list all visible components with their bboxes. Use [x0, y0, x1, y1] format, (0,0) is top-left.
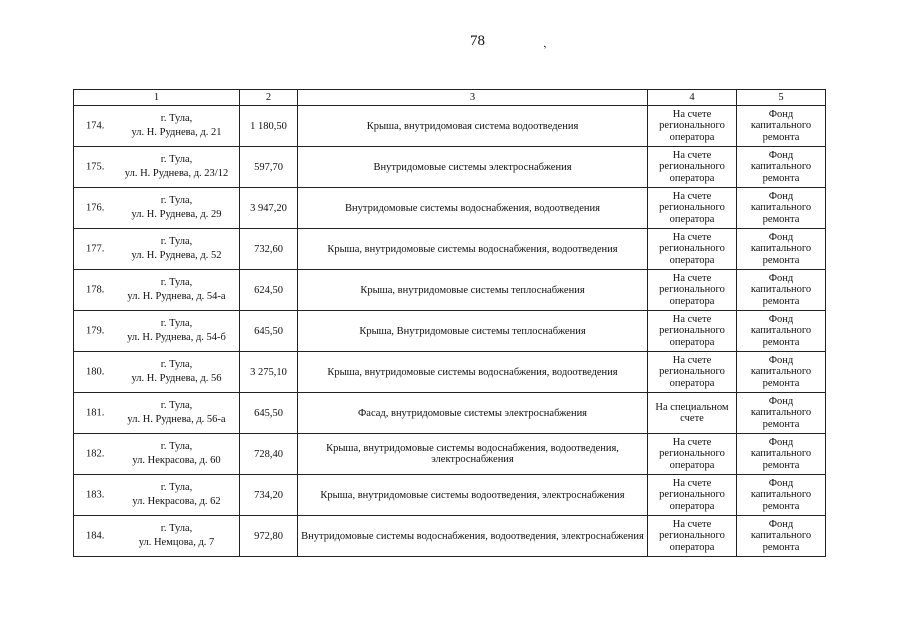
- work-type-cell: Крыша, внутридомовые системы водоснабжения, водоотведения: [298, 229, 648, 270]
- fund-cell: Фонд капитального ремонта: [737, 188, 826, 229]
- address-cell: [74, 516, 240, 557]
- amount-cell: 3 275,10: [240, 352, 298, 393]
- address-city: г. Тула,: [160, 359, 193, 370]
- address-city: г. Тула,: [160, 277, 193, 288]
- address-street: ул. Н. Руднева, д. 54-б: [127, 332, 226, 343]
- address-street: ул. Некрасова, д. 62: [132, 496, 221, 507]
- address-street: ул. Н. Руднева, д. 56-а: [127, 414, 226, 425]
- table-row: [74, 352, 826, 393]
- table-row: [74, 311, 826, 352]
- fund-cell: Фонд капитального ремонта: [737, 393, 826, 434]
- amount-cell: 645,50: [240, 393, 298, 434]
- address-city: г. Тула,: [160, 441, 193, 452]
- row-number: 184.: [86, 530, 105, 542]
- account-cell: На счете регионального оператора: [648, 352, 737, 393]
- work-type-cell: Внутридомовые системы электроснабжения: [298, 147, 648, 188]
- work-type-cell: Внутридомовые системы водоснабжения, водоотведения, электроснабжения: [298, 516, 648, 557]
- address-cell: [74, 229, 240, 270]
- address-cell: [74, 106, 240, 147]
- address-street: ул. Н. Руднева, д. 23/12: [124, 168, 229, 179]
- account-cell: На счете регионального оператора: [648, 311, 737, 352]
- fund-cell: Фонд капитального ремонта: [737, 311, 826, 352]
- row-number: 175.: [86, 161, 105, 173]
- address-street: ул. Немцова, д. 7: [138, 537, 215, 548]
- address-cell: [74, 434, 240, 475]
- header-col-5: 5: [737, 90, 826, 106]
- table-row: [74, 106, 826, 147]
- address-city: г. Тула,: [160, 523, 193, 534]
- address-city: г. Тула,: [160, 482, 193, 493]
- row-number: 180.: [86, 366, 105, 378]
- row-number: 177.: [86, 243, 105, 255]
- header-col-1: 1: [74, 90, 240, 106]
- address-street: ул. Н. Руднева, д. 21: [131, 127, 222, 138]
- fund-cell: Фонд капитального ремонта: [737, 106, 826, 147]
- amount-cell: 728,40: [240, 434, 298, 475]
- address-street: ул. Н. Руднева, д. 54-а: [127, 291, 226, 302]
- page-number: 78: [470, 33, 485, 49]
- work-type-cell: Фасад, внутридомовые системы электроснабжения: [298, 393, 648, 434]
- table-row: [74, 434, 826, 475]
- address-city: г. Тула,: [160, 318, 193, 329]
- row-number: 179.: [86, 325, 105, 337]
- address-city: г. Тула,: [160, 236, 193, 247]
- corner-mark: ‚: [540, 37, 548, 51]
- amount-cell: 597,70: [240, 147, 298, 188]
- fund-cell: Фонд капитального ремонта: [737, 270, 826, 311]
- address-city: г. Тула,: [160, 195, 193, 206]
- address-cell: [74, 147, 240, 188]
- account-cell: На счете регионального оператора: [648, 188, 737, 229]
- address-city: г. Тула,: [160, 113, 193, 124]
- address-city: г. Тула,: [160, 400, 193, 411]
- amount-cell: 1 180,50: [240, 106, 298, 147]
- table-row: [74, 147, 826, 188]
- table-row: [74, 270, 826, 311]
- amount-cell: 645,50: [240, 311, 298, 352]
- address-cell: [74, 270, 240, 311]
- account-cell: На счете регионального оператора: [648, 270, 737, 311]
- address-city: г. Тула,: [160, 154, 193, 165]
- amount-cell: 972,80: [240, 516, 298, 557]
- account-cell: На счете регионального оператора: [648, 147, 737, 188]
- work-type-cell: Крыша, внутридомовые системы теплоснабжения: [298, 270, 648, 311]
- address-cell: [74, 352, 240, 393]
- table-row: [74, 393, 826, 434]
- address-cell: [74, 311, 240, 352]
- table-row: [74, 516, 826, 557]
- address-street: ул. Н. Руднева, д. 52: [131, 250, 222, 261]
- header-row: [74, 90, 826, 106]
- fund-cell: Фонд капитального ремонта: [737, 434, 826, 475]
- header-col-2: 2: [240, 90, 298, 106]
- header-col-4: 4: [648, 90, 737, 106]
- address-cell: [74, 188, 240, 229]
- fund-cell: Фонд капитального ремонта: [737, 229, 826, 270]
- amount-cell: 624,50: [240, 270, 298, 311]
- address-cell: [74, 475, 240, 516]
- work-type-cell: Крыша, Внутридомовые системы теплоснабжения: [298, 311, 648, 352]
- row-number: 183.: [86, 489, 105, 501]
- row-number: 178.: [86, 284, 105, 296]
- account-cell: На счете регионального оператора: [648, 106, 737, 147]
- fund-cell: Фонд капитального ремонта: [737, 475, 826, 516]
- work-type-cell: Крыша, внутридомовые системы водоотведения, электроснабжения: [298, 475, 648, 516]
- address-street: ул. Некрасова, д. 60: [132, 455, 221, 466]
- amount-cell: 734,20: [240, 475, 298, 516]
- account-cell: На счете регионального оператора: [648, 229, 737, 270]
- work-type-cell: Крыша, внутридомовые системы водоснабжения, водоотведения, электроснабжения: [298, 434, 648, 475]
- address-street: ул. Н. Руднева, д. 29: [131, 209, 222, 220]
- fund-cell: Фонд капитального ремонта: [737, 352, 826, 393]
- address-street: ул. Н. Руднева, д. 56: [131, 373, 222, 384]
- work-type-cell: Внутридомовые системы водоснабжения, водоотведения: [298, 188, 648, 229]
- account-cell: На специальном счете: [648, 393, 737, 434]
- amount-cell: 3 947,20: [240, 188, 298, 229]
- fund-cell: Фонд капитального ремонта: [737, 147, 826, 188]
- account-cell: На счете регионального оператора: [648, 434, 737, 475]
- table-row: [74, 475, 826, 516]
- header-col-3: 3: [298, 90, 648, 106]
- work-type-cell: Крыша, внутридомовые системы водоснабжения, водоотведения: [298, 352, 648, 393]
- address-cell: [74, 393, 240, 434]
- repair-table: [73, 89, 826, 557]
- fund-cell: Фонд капитального ремонта: [737, 516, 826, 557]
- table-row: [74, 229, 826, 270]
- row-number: 181.: [86, 407, 105, 419]
- table-row: [74, 188, 826, 229]
- row-number: 174.: [86, 120, 105, 132]
- account-cell: На счете регионального оператора: [648, 475, 737, 516]
- row-number: 182.: [86, 448, 105, 460]
- row-number: 176.: [86, 202, 105, 214]
- amount-cell: 732,60: [240, 229, 298, 270]
- work-type-cell: Крыша, внутридомовая система водоотведения: [298, 106, 648, 147]
- account-cell: На счете регионального оператора: [648, 516, 737, 557]
